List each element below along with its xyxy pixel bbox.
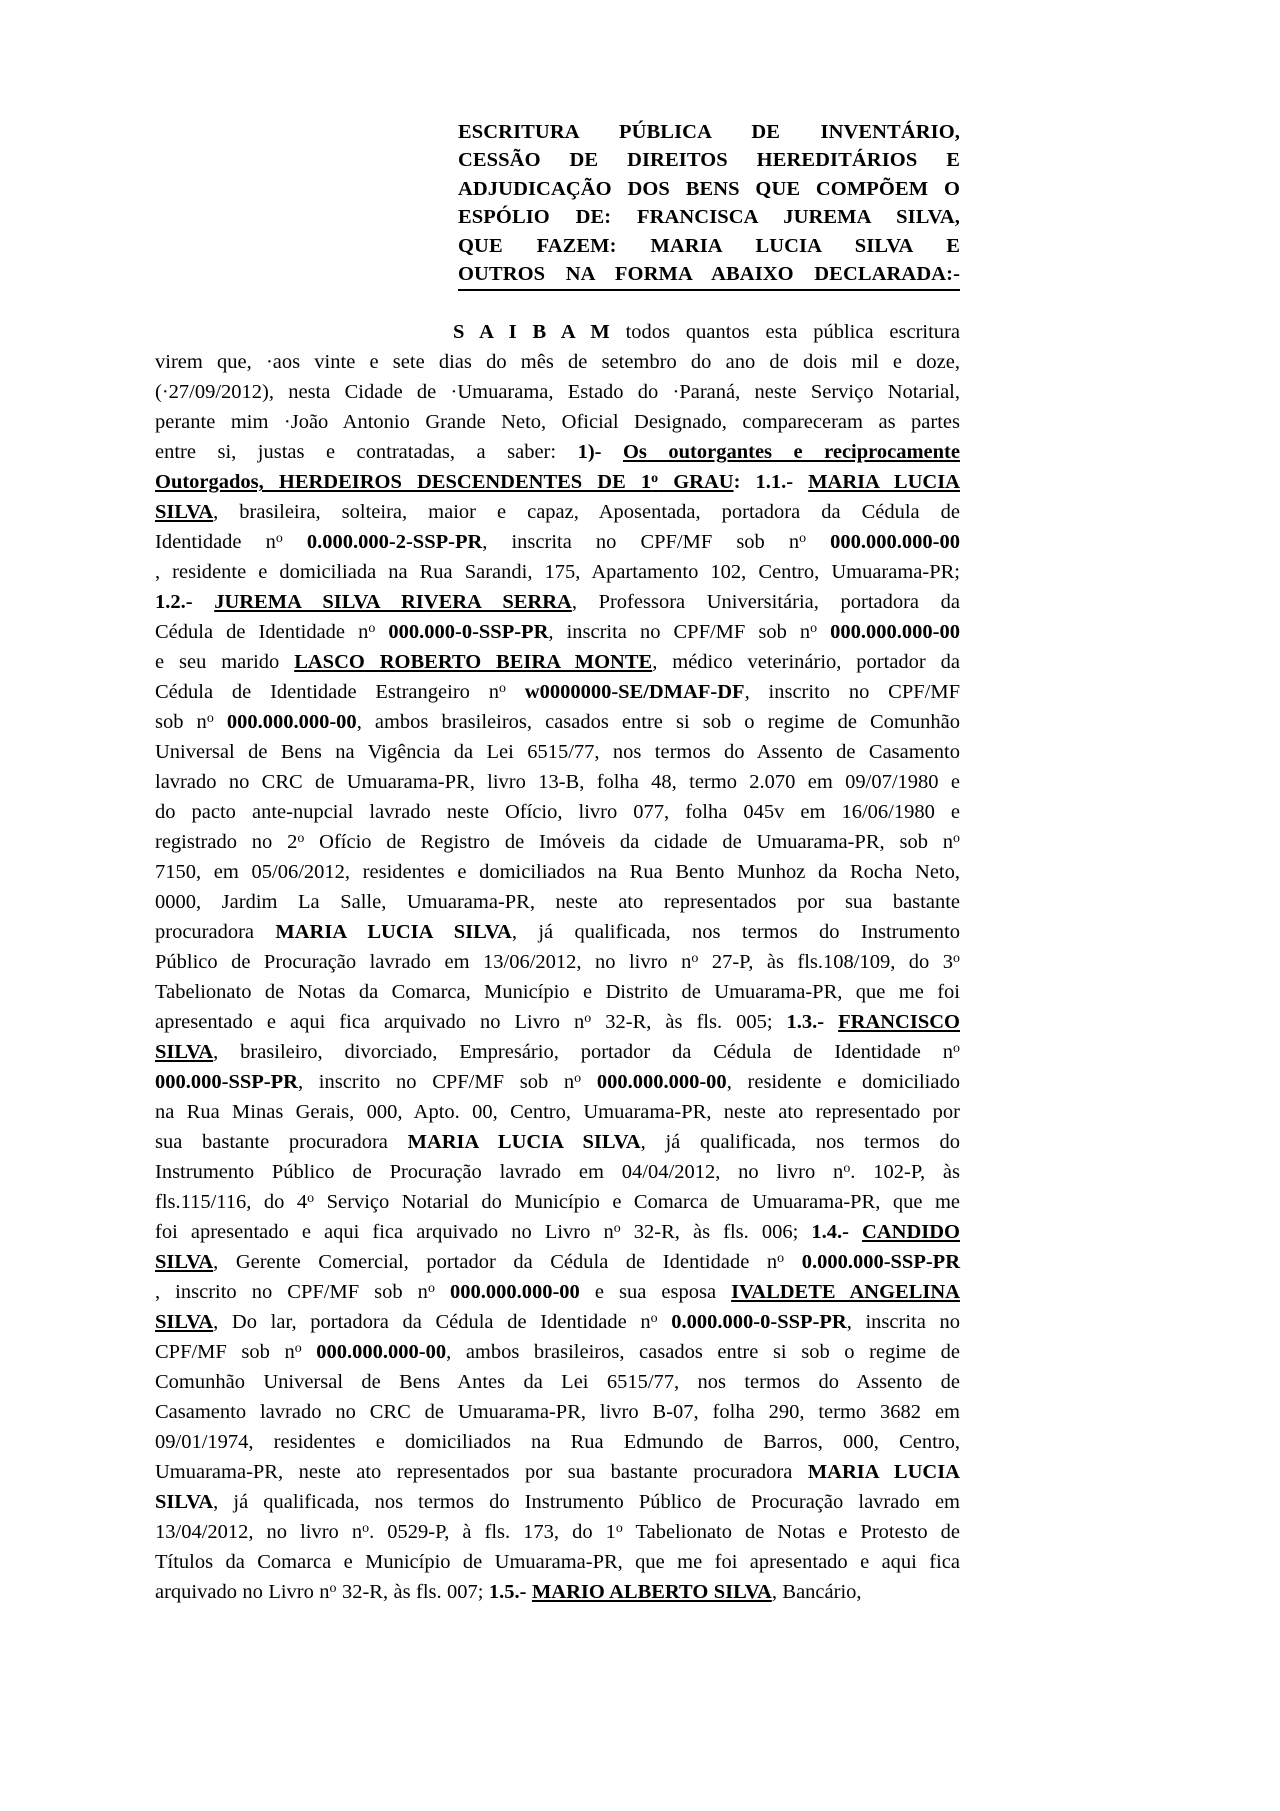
text-run: do pacto ante-nupcial lavrado neste Ofício, livro 077, folha 045v em 16/06/1980 e: [155, 801, 960, 824]
text-run: Instrumento Público de Procuração lavrado em 04/04/2012, no livro $n^o$. 102-P, às: [155, 1161, 960, 1184]
ordinal-marker: o: [307, 1191, 315, 1207]
text-run: , residente e domiciliado: [726, 1071, 960, 1094]
body-line: [155, 977, 960, 1007]
text-run: [849, 1221, 862, 1243]
text-run: , já qualificada, nos termos do Instrumento: [511, 921, 960, 944]
body-line: [155, 1247, 960, 1277]
text-run: , inscrito no CPF/MF sob $n^o$: [155, 1281, 435, 1304]
bold-text: w0000000-SE/DMAF-DF: [524, 681, 745, 704]
text-run: [601, 441, 623, 463]
bold-text: 0.000.000-2-SSP-PR: [306, 531, 483, 554]
title-line: QUE FAZEM: MARIA LUCIA SILVA E: [458, 234, 960, 257]
ordinal-marker: o: [691, 951, 699, 967]
body-line: [155, 1307, 960, 1337]
body-line: [155, 1277, 960, 1307]
bold-underlined-name: MARIA LUCIA: [808, 471, 960, 494]
text-run: CPF/MF sob $n^o$: [155, 1341, 302, 1364]
text-run: na Rua Minas Gerais, 000, Apto. 00, Centro, Umuarama-PR, neste ato representado por: [155, 1101, 960, 1124]
body-line: [155, 1067, 960, 1097]
body-line: [155, 1157, 960, 1187]
document-body: [155, 317, 960, 1607]
text-run: , inscrito no CPF/MF: [744, 681, 960, 704]
bold-underlined-name: CANDIDO: [862, 1221, 960, 1244]
bold-text: 1.3.-: [786, 1011, 825, 1034]
text-run: [824, 1011, 838, 1033]
body-line: [155, 1427, 960, 1457]
ordinal-marker: o: [843, 1161, 851, 1177]
bold-text: 0.000.000-0-SSP-PR: [671, 1311, 847, 1334]
bold-text: 1.5.-: [488, 1581, 527, 1604]
text-run: , Professora Universitária, portadora da: [571, 591, 960, 614]
body-line: [155, 677, 960, 707]
body-line: [155, 857, 960, 887]
text-run: Umuarama-PR, neste ato representados por sua bastante procuradora: [155, 1461, 808, 1484]
body-line: [155, 827, 960, 857]
bold-text: 1)-: [577, 441, 602, 464]
bold-underlined-name: SILVA: [155, 501, 214, 524]
text-run: , inscrito no CPF/MF sob $n^o$: [297, 1071, 582, 1094]
body-line: [155, 737, 960, 767]
text-run: 0000, Jardim La Salle, Umuarama-PR, neste ato representados por sua bastante: [155, 891, 960, 914]
body-line: [155, 707, 960, 737]
text-run: Público de Procuração lavrado em 13/06/2012, no livro $n^o$ 27-P, às fls.108/109, do 3$^o$: [155, 951, 960, 974]
bold-text: :: [733, 471, 756, 494]
bold-text: S A I B A M: [453, 321, 610, 344]
body-line: [155, 917, 960, 947]
text-run: procuradora: [155, 921, 276, 944]
ordinal-marker: o: [799, 531, 807, 547]
title-line: ADJUDICAÇÃO DOS BENS QUE COMPÕEM O: [458, 177, 960, 200]
body-line: [155, 437, 960, 467]
text-run: (·27/09/2012), nesta Cidade de ·Umuarama, Estado do ·Paraná, neste Serviço Notarial,: [155, 381, 960, 404]
text-run: Universal de Bens na Vigência da Lei 6515/77, nos termos do Assento de Casamento: [155, 741, 960, 764]
title-line-underlined: OUTROS NA FORMA ABAIXO DECLARADA:-: [458, 260, 960, 291]
bold-underlined-name: Os outorgantes e reciprocamente: [622, 441, 960, 464]
document-title: [458, 118, 960, 291]
bold-text: 1.1.-: [755, 471, 794, 494]
text-run: 09/01/1974, residentes e domiciliados na Rua Edmundo de Barros, 000, Centro,: [155, 1431, 960, 1454]
ordinal-marker: o: [953, 951, 960, 967]
text-run: Casamento lavrado no CRC de Umuarama-PR, livro B-07, folha 290, termo 3682 em: [155, 1401, 960, 1424]
ordinal-marker: o: [777, 1251, 785, 1267]
body-line: [155, 407, 960, 437]
text-run: lavrado no CRC de Umuarama-PR, livro 13-B, folha 48, termo 2.070 em 09/07/1980 e: [155, 771, 960, 794]
text-run: 7150, em 05/06/2012, residentes e domiciliados na Rua Bento Munhoz da Rocha Neto,: [155, 861, 960, 884]
bold-underlined-name: JUREMA SILVA RIVERA SERRA: [214, 591, 572, 614]
text-run: Identidade $n^o$: [155, 531, 283, 554]
bold-text: 000.000.000-00: [449, 1281, 580, 1304]
text-run: todos quantos esta pública escritura: [609, 321, 960, 344]
bold-text: MARIA LUCIA SILVA: [407, 1131, 641, 1154]
bold-text: 000.000.000-00: [596, 1071, 727, 1094]
text-run: , médico veterinário, portador da: [652, 651, 960, 674]
text-run: Cédula de Identidade $n^o$: [155, 621, 376, 644]
ordinal-marker: o: [362, 1521, 370, 1537]
title-line: ESPÓLIO DE: FRANCISCA JUREMA SILVA,: [458, 206, 960, 229]
bold-text: MARIA LUCIA: [807, 1461, 960, 1484]
text-run: perante mim ·João Antonio Grande Neto, Oficial Designado, compareceram as partes: [155, 411, 960, 434]
document-content: [155, 118, 960, 1607]
ordinal-marker: o: [574, 1071, 582, 1087]
body-line: [155, 767, 960, 797]
body-line: [155, 347, 960, 377]
body-line: [155, 1457, 960, 1487]
title-line: ESCRITURA PÚBLICA DE INVENTÁRIO,: [458, 121, 960, 143]
text-run: Cédula de Identidade Estrangeiro $n^o$: [155, 681, 506, 704]
ordinal-marker: o: [615, 1521, 623, 1537]
text-run: , já qualificada, nos termos do: [640, 1131, 960, 1154]
body-line: [155, 647, 960, 677]
text-run: Tabelionato de Notas da Comarca, Município e Distrito de Umuarama-PR, que me foi: [155, 981, 960, 1004]
text-run: [193, 591, 215, 613]
ordinal-marker: o: [584, 1011, 592, 1027]
body-line: [155, 887, 960, 917]
text-run: fls.115/116, do 4$^o$ Serviço Notarial do Município e Comarca de Umuarama-PR, que me: [155, 1191, 960, 1214]
body-line: [155, 1367, 960, 1397]
bold-text: 0.000.000-SSP-PR: [801, 1251, 960, 1274]
body-line: [155, 1547, 960, 1577]
text-run: [793, 471, 808, 493]
body-line: [155, 587, 960, 617]
body-line: [155, 1187, 960, 1217]
text-run: , Gerente Comercial, portador da Cédula de Identidade $n^o$: [213, 1251, 785, 1274]
body-line: [155, 1397, 960, 1427]
bold-underlined-name: SILVA: [155, 1041, 214, 1064]
bold-underlined-name: SILVA: [155, 1251, 214, 1274]
text-run: e sua esposa: [579, 1281, 732, 1304]
ordinal-marker: o: [297, 831, 305, 847]
title-line: CESSÃO DE DIREITOS HEREDITÁRIOS E: [458, 149, 960, 172]
body-line: [155, 467, 960, 497]
text-run: , Do lar, portadora da Cédula de Identidade $n^o$: [213, 1311, 658, 1334]
text-run: , ambos brasileiros, casados entre si sob o regime de Comunhão: [356, 711, 960, 734]
text-run: , ambos brasileiros, casados entre si sob o regime de: [446, 1341, 960, 1364]
text-run: , já qualificada, nos termos do Instrumento Público de Procuração lavrado em: [213, 1491, 960, 1514]
bold-text: 000.000.000-00: [316, 1341, 447, 1364]
ordinal-marker: o: [651, 471, 659, 487]
ordinal-marker: o: [427, 1281, 435, 1297]
text-run: sob $n^o$: [155, 711, 214, 734]
bold-text: 1.2.-: [155, 591, 193, 614]
body-line: [155, 1517, 960, 1547]
text-run: , inscrita no CPF/MF sob $n^o$: [548, 621, 818, 644]
body-line: [155, 527, 960, 557]
body-line: [155, 377, 960, 407]
text-run: , inscrita no: [846, 1311, 960, 1334]
ordinal-marker: o: [275, 531, 283, 547]
body-line: [155, 1217, 960, 1247]
bold-text: 000.000.000-00: [226, 711, 357, 734]
ordinal-marker: o: [294, 1341, 302, 1357]
bold-underlined-name: MARIO ALBERTO SILVA: [531, 1581, 772, 1604]
body-line: [155, 617, 960, 647]
bold-underlined-name: LASCO ROBERTO BEIRA MONTE: [294, 651, 653, 674]
bold-text: 000.000.000-00: [830, 531, 960, 554]
bold-text: 000.000.000-00: [830, 621, 960, 644]
ordinal-marker: o: [953, 1041, 960, 1057]
ordinal-marker: o: [810, 621, 818, 637]
text-run: virem que, ·aos vinte e sete dias do mês de setembro do ano de dois mil e doze,: [155, 351, 960, 374]
ordinal-marker: o: [498, 681, 506, 697]
body-line: [155, 557, 960, 587]
body-line: [155, 1007, 960, 1037]
bold-text: SILVA: [155, 1491, 214, 1514]
ordinal-marker: o: [368, 621, 376, 637]
body-line: [155, 1097, 960, 1127]
body-line: [155, 497, 960, 527]
text-run: registrado no 2$^o$ Ofício de Registro de Imóveis da cidade de Umuarama-PR, sob $n^o$: [155, 831, 960, 854]
ordinal-marker: o: [206, 711, 214, 727]
text-run: entre si, justas e contratadas, a saber:: [155, 441, 578, 464]
bold-text: 1.4.-: [811, 1221, 849, 1244]
text-run: , inscrita no CPF/MF sob $n^o$: [482, 531, 807, 554]
text-run: foi apresentado e aqui fica arquivado no Livro $n^o$ 32-R, às fls. 006;: [155, 1221, 812, 1244]
body-line: [155, 1487, 960, 1517]
body-line: [155, 1337, 960, 1367]
text-run: arquivado no Livro $n^o$ 32-R, às fls. 007;: [155, 1581, 489, 1604]
ordinal-marker: o: [650, 1311, 658, 1327]
text-run: 13/04/2012, no livro $n^o$. 0529-P, à fls. 173, do 1$^o$ Tabelionato de Notas e Protesto de: [155, 1521, 960, 1544]
bold-underlined-name: IVALDETE ANGELINA: [731, 1281, 960, 1304]
text-run: apresentado e aqui fica arquivado no Livro $n^o$ 32-R, às fls. 005;: [155, 1011, 787, 1034]
ordinal-marker: o: [953, 831, 960, 847]
body-line: [155, 947, 960, 977]
text-run: sua bastante procuradora: [155, 1131, 408, 1154]
bold-text: MARIA LUCIA SILVA: [275, 921, 512, 944]
ordinal-marker: o: [613, 1221, 621, 1237]
text-run: e seu marido: [155, 651, 295, 674]
text-run: Comunhão Universal de Bens Antes da Lei 6515/77, nos termos do Assento de: [155, 1371, 960, 1394]
text-run: , residente e domiciliada na Rua Sarandi, 175, Apartamento 102, Centro, Umuarama-PR;: [155, 561, 960, 584]
text-run: , brasileira, solteira, maior e capaz, Aposentada, portadora da Cédula de: [213, 501, 960, 524]
bold-underlined-name: SILVA: [155, 1311, 214, 1334]
bold-underlined-name: FRANCISCO: [838, 1011, 960, 1034]
text-run: , brasileiro, divorciado, Empresário, portador da Cédula de Identidade $n^o$: [213, 1041, 960, 1064]
bold-underlined-name: Outorgados, HERDEIROS DESCENDENTES DE 1$^o$ GRAU: [155, 471, 734, 494]
text-run: , Bancário,: [771, 1581, 862, 1604]
bold-text: 000.000-SSP-PR: [155, 1071, 298, 1094]
body-line: [155, 317, 960, 347]
ordinal-marker: o: [329, 1581, 337, 1597]
body-line: [155, 1127, 960, 1157]
body-line: [155, 1577, 960, 1607]
body-line: [155, 797, 960, 827]
text-run: Títulos da Comarca e Município de Umuarama-PR, que me foi apresentado e aqui fica: [155, 1551, 960, 1574]
body-line: [155, 1037, 960, 1067]
bold-text: 000.000-0-SSP-PR: [388, 621, 549, 644]
